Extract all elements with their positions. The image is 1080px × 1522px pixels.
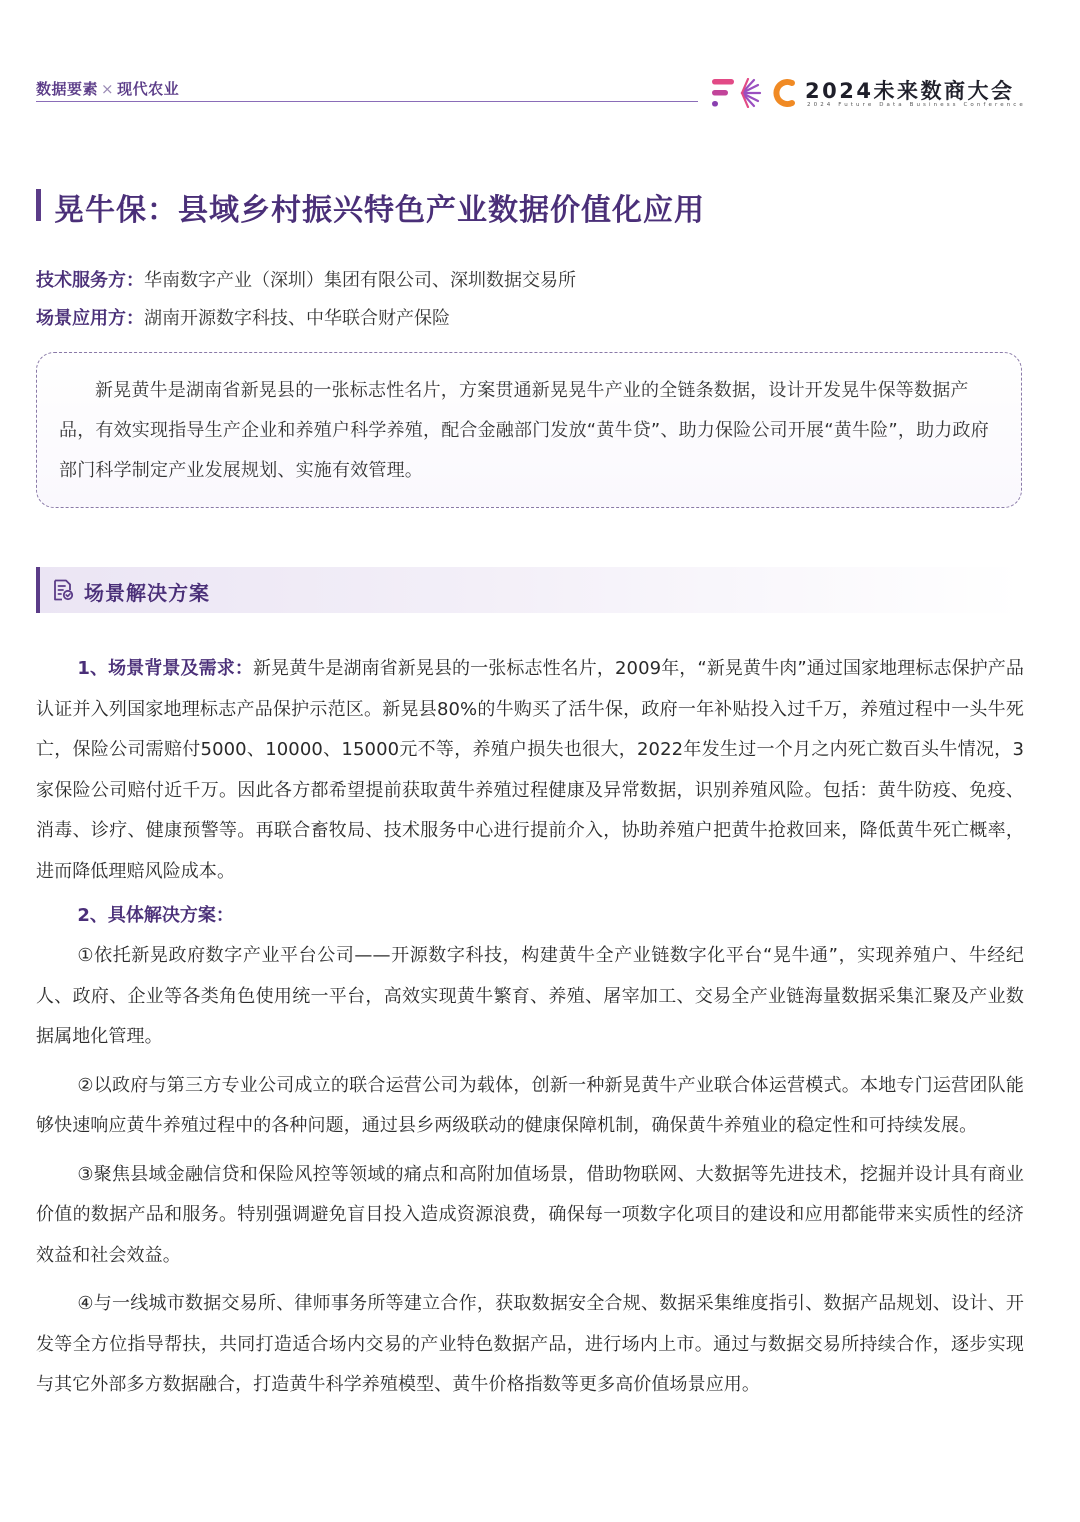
solution-heading: 2、具体解决方案：	[77, 905, 234, 926]
background-lead: 1、场景背景及需求：	[77, 658, 253, 679]
header-divider	[36, 101, 698, 102]
meta-value: 湖南开源数字科技、中华联合财产保险	[144, 308, 450, 329]
title-accent-bar	[36, 189, 41, 221]
background-paragraph	[36, 649, 1024, 892]
meta-label: 技术服务方：	[36, 270, 144, 291]
meta-tech-provider	[36, 266, 576, 292]
solution-item: ①依托新晃政府数字产业平台公司——开源数字科技，构建黄牛全产业链数字化平台“晃牛通”，实现养殖户、牛经纪人、政府、企业等各类角色使用统一平台，高效实现黄牛繁育、养殖、屠宰加工、交易全产业链海量数据采集汇聚及产业数据属地化管理。	[36, 945, 1024, 1047]
meta-scene-user	[36, 304, 450, 330]
document-check-icon	[51, 578, 75, 602]
meta-label: 场景应用方：	[36, 308, 144, 329]
conference-logo	[712, 72, 1026, 112]
logo-title: 2024未来数商大会	[805, 79, 1015, 103]
breadcrumb-left: 数据要素	[36, 80, 99, 98]
page-header	[36, 72, 1026, 112]
breadcrumb-separator: ×	[101, 80, 115, 98]
section-title: 场景解决方案	[84, 581, 210, 605]
solution-item: ④与一线城市数据交易所、律师事务所等建立合作，获取数据安全合规、数据采集维度指引、数据产品规划、设计、开发等全方位指导帮扶，共同打造适合场内交易的产业特色数据产品，进行场内上市。通过与数据交易所持续合作，逐步实现与其它外部多方数据融合，打造黄牛科学养殖模型、黄牛价格指数等更多高价值场景应用。	[36, 1293, 1024, 1395]
solution-item: ②以政府与第三方专业公司成立的联合运营公司为载体，创新一种新晃黄牛产业联合体运营模式。本地专门运营团队能够快速响应黄牛养殖过程中的各种问题，通过县乡两级联动的健康保障机制，确保黄牛养殖业的稳定性和可持续发展。	[36, 1074, 1024, 1136]
logo-subtitle: 2024 Future Data Business Conference	[807, 102, 1026, 108]
solution-item: ③聚焦县域金融信贷和保险风控等领域的痛点和高附加值场景，借助物联网、大数据等先进技术，挖掘并设计具有商业价值的数据产品和服务。特别强调避免盲目投入造成资源浪费，确保每一项数字化项目的建设和应用都能带来实质性的经济效益和社会效益。	[36, 1163, 1024, 1266]
breadcrumb-right: 现代农业	[117, 80, 180, 98]
summary-text: 新晃黄牛是湖南省新晃县的一张标志性名片，方案贯通新晃晃牛产业的全链条数据，设计开发晃牛保等数据产品，有效实现指导生产企业和养殖户科学养殖，配合金融部门发放“黄牛贷”、助力保险公司开展“黄牛险”，助力政府部门科学制定产业发展规划、实施有效管理。	[59, 380, 989, 481]
section-header	[36, 567, 1022, 613]
summary-box	[36, 352, 1022, 508]
meta-value: 华南数字产业（深圳）集团有限公司、深圳数据交易所	[144, 270, 576, 291]
background-text: 新晃黄牛是湖南省新晃县的一张标志性名片，2009年，“新晃黄牛肉”通过国家地理标志保护产品认证并入列国家地理标志产品保护示范区。新晃县80%的牛购买了活牛保，政府一年补贴投入过千万，养殖过程中一头牛死亡，保险公司需赔付5000、10000、15000元不等，养殖户损失也很大，2022年发生过一个月之内死亡数百头牛情况，3家保险公司赔付近千万。因此各方都希望提前获取黄牛养殖过程健康及异常数据，识别养殖风险。包括：黄牛防疫、免疫、消毒、诊疗、健康预警等。再联合畜牧局、技术服务中心进行提前介入，协助养殖户把黄牛抢救回来，降低黄牛死亡概率，进而降低理赔风险成本。	[36, 658, 1024, 882]
page-title: 晃牛保：县域乡村振兴特色产业数据价值化应用	[54, 193, 705, 228]
breadcrumb	[36, 78, 179, 99]
section-accent-bar	[36, 567, 40, 613]
main-content	[36, 649, 1024, 1406]
fdc-logo-icon	[712, 78, 798, 108]
